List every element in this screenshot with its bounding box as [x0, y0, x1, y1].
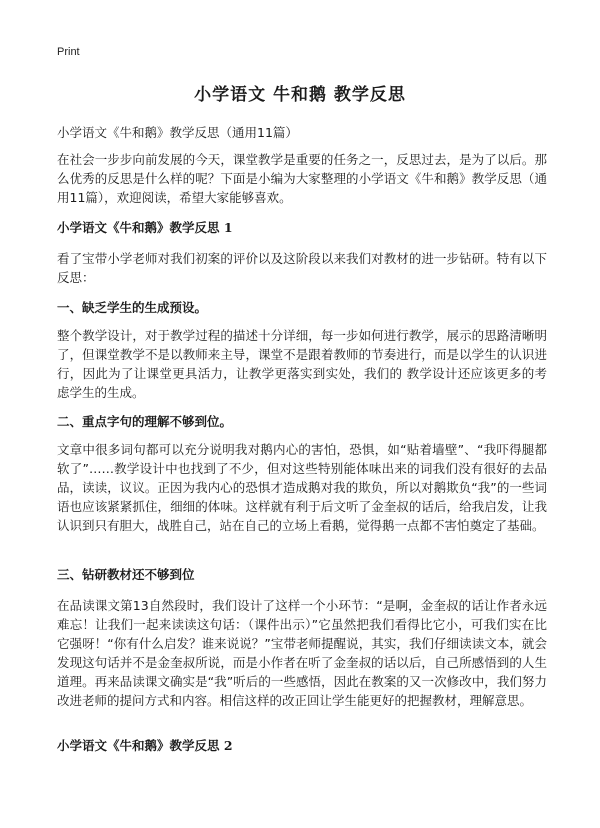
point-1-heading: 一、缺乏学生的生成预设。 — [57, 300, 208, 315]
print-label[interactable]: Print — [57, 46, 80, 58]
point-2-heading: 二、重点字句的理解不够到位。 — [57, 414, 233, 429]
section-1-intro: 看了宝带小学老师对我们初案的评价以及这阶段以来我们对教材的进一步钻研。特有以下反思： — [57, 251, 547, 285]
intro-paragraph: 在社会一步步向前发展的今天，课堂教学是重要的任务之一，反思过去，是为了以后。那么优秀的反思是什么样的呢？下面是小编为大家整理的小学语文《牛和鹅》教学反思（通用11篇），欢迎阅读，希望大家能够喜欢。 — [57, 152, 547, 205]
section-1-heading: 小学语文《牛和鹅》教学反思 1 — [57, 220, 233, 235]
section-2-heading: 小学语文《牛和鹅》教学反思 2 — [57, 738, 233, 753]
subtitle: 小学语文《牛和鹅》教学反思（通用11篇） — [57, 125, 298, 140]
point-2-text: 文章中很多词句都可以充分说明我对鹅内心的害怕，恐惧，如“贴着墙壁”、“我吓得腿都软了”……教学设计中也找到了不少，但对这些特别能体味出来的词我们没有很好的去品品，读读，议议。正因为我内心的恐惧才造成鹅对我的欺负，所以对鹅欺负“我”的一些词语也应该紧紧抓住，细细的体味。这样就有利于后文听了金奎叔的话后，给我启发，让我认识到只有胆大，战胜自己，站在自己的立场上看鹅，觉得鹅一点都不害怕奠定了基础。 — [57, 442, 547, 533]
point-3-text: 在品读课文第13自然段时，我们设计了这样一个小环节：“是啊，金奎叔的话让作者永远难忘！让我们一起来读读这句话：（课件出示）”它虽然把我们看得比它小，可我们实在比它强呀！“你有什么启发？谁来说说？”宝带老师提醒说，其实，我们仔细读读文本，就会发现这句话并不是金奎叔所说，而是小作者在听了金奎叔的话以后，自己所感悟到的人生道理。再来品读课文确实是“我”听后的一些感悟，因此在教案的又一次修改中，我们努力改进老师的提问方式和内容。相信这样的改正回让学生能更好的把握教材，理解意思。 — [57, 598, 547, 708]
point-3-heading: 三、钻研教材还不够到位 — [57, 567, 195, 582]
page-title: 小学语文 牛和鹅 教学反思 — [194, 85, 406, 105]
point-1-text: 整个教学设计，对于教学过程的描述十分详细，每一步如何进行教学，展示的思路清晰明了，但课堂教学不是以教师来主导，课堂不是跟着教师的节奏进行，而是以学生的认识进行，因此为了让课堂更具活力，让教学更落实到实处，我们的 教学设计还应该更多的考虑学生的生成。 — [57, 328, 547, 400]
